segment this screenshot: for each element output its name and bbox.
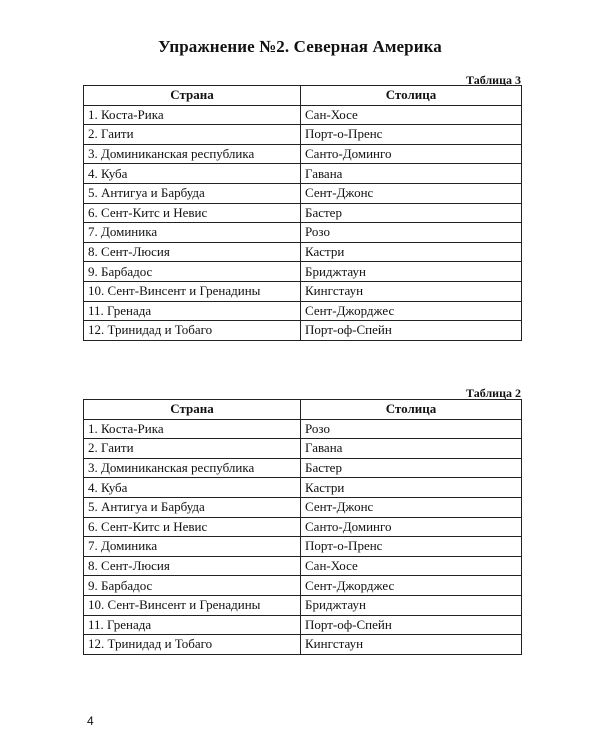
table-row xyxy=(84,183,522,203)
table-row xyxy=(84,595,522,615)
column-header-capital: Столица xyxy=(301,400,522,420)
table-row xyxy=(84,478,522,498)
capital-cell: Сент-Джорджес xyxy=(301,576,522,596)
country-cell: 5. Антигуа и Барбуда xyxy=(84,183,301,203)
capital-cell: Гавана xyxy=(301,164,522,184)
country-cell: 7. Доминика xyxy=(84,223,301,243)
capital-cell: Сент-Джорджес xyxy=(301,301,522,321)
table-row xyxy=(84,125,522,145)
country-cell: 3. Доминиканская республика xyxy=(84,458,301,478)
capital-cell: Кастри xyxy=(301,478,522,498)
capital-cell: Порт-оф-Спейн xyxy=(301,615,522,635)
capital-cell: Бриджтаун xyxy=(301,595,522,615)
country-cell: 6. Сент-Китс и Невис xyxy=(84,517,301,537)
table-row xyxy=(84,144,522,164)
capital-cell: Бастер xyxy=(301,458,522,478)
capitals-table xyxy=(83,85,522,341)
table-row xyxy=(84,576,522,596)
capital-cell: Сент-Джонс xyxy=(301,497,522,517)
table-row xyxy=(84,105,522,125)
country-cell: 2. Гаити xyxy=(84,439,301,459)
capital-cell: Сан-Хосе xyxy=(301,556,522,576)
capital-cell: Санто-Доминго xyxy=(301,144,522,164)
country-cell: 2. Гаити xyxy=(84,125,301,145)
country-cell: 6. Сент-Китс и Невис xyxy=(84,203,301,223)
country-cell: 4. Куба xyxy=(84,478,301,498)
country-cell: 1. Коста-Рика xyxy=(84,419,301,439)
column-header-capital: Столица xyxy=(301,86,522,106)
capital-cell: Кастри xyxy=(301,242,522,262)
table-row xyxy=(84,301,522,321)
capital-cell: Кингстаун xyxy=(301,281,522,301)
country-cell: 8. Сент-Люсия xyxy=(84,556,301,576)
capital-cell: Гавана xyxy=(301,439,522,459)
table-row xyxy=(84,615,522,635)
country-cell: 3. Доминиканская республика xyxy=(84,144,301,164)
capital-cell: Сент-Джонс xyxy=(301,183,522,203)
country-cell: 10. Сент-Винсент и Гренадины xyxy=(84,281,301,301)
country-cell: 12. Тринидад и Тобаго xyxy=(84,635,301,655)
capital-cell: Розо xyxy=(301,223,522,243)
table-row xyxy=(84,458,522,478)
table-row xyxy=(84,635,522,655)
country-cell: 9. Барбадос xyxy=(84,576,301,596)
country-cell: 12. Тринидад и Тобаго xyxy=(84,321,301,341)
table-row xyxy=(84,556,522,576)
table-row xyxy=(84,164,522,184)
table-row xyxy=(84,223,522,243)
column-header-country: Страна xyxy=(84,400,301,420)
column-header-country: Страна xyxy=(84,86,301,106)
country-cell: 8. Сент-Люсия xyxy=(84,242,301,262)
country-cell: 11. Гренада xyxy=(84,301,301,321)
table-row xyxy=(84,537,522,557)
capital-cell: Бриджтаун xyxy=(301,262,522,282)
table-row xyxy=(84,419,522,439)
capitals-table xyxy=(83,399,522,655)
country-cell: 5. Антигуа и Барбуда xyxy=(84,497,301,517)
capital-cell: Розо xyxy=(301,419,522,439)
country-cell: 11. Гренада xyxy=(84,615,301,635)
table-row xyxy=(84,321,522,341)
capital-cell: Сан-Хосе xyxy=(301,105,522,125)
capital-cell: Кингстаун xyxy=(301,635,522,655)
table-row xyxy=(84,262,522,282)
capital-cell: Порт-о-Пренс xyxy=(301,537,522,557)
page-number: 4 xyxy=(87,714,94,728)
table-row xyxy=(84,439,522,459)
table-header-row xyxy=(84,400,522,420)
country-cell: 9. Барбадос xyxy=(84,262,301,282)
table-row xyxy=(84,242,522,262)
table-header-row xyxy=(84,86,522,106)
capital-cell: Санто-Доминго xyxy=(301,517,522,537)
capital-cell: Порт-о-Пренс xyxy=(301,125,522,145)
country-cell: 4. Куба xyxy=(84,164,301,184)
table-caption: Таблица 2 xyxy=(466,386,521,400)
table-row xyxy=(84,203,522,223)
table-caption: Таблица 3 xyxy=(466,73,521,87)
table-row xyxy=(84,497,522,517)
page-title: Упражнение №2. Северная Америка xyxy=(158,37,442,56)
table-row xyxy=(84,517,522,537)
country-cell: 1. Коста-Рика xyxy=(84,105,301,125)
country-cell: 7. Доминика xyxy=(84,537,301,557)
country-cell: 10. Сент-Винсент и Гренадины xyxy=(84,595,301,615)
table-row xyxy=(84,281,522,301)
capital-cell: Порт-оф-Спейн xyxy=(301,321,522,341)
capital-cell: Бастер xyxy=(301,203,522,223)
